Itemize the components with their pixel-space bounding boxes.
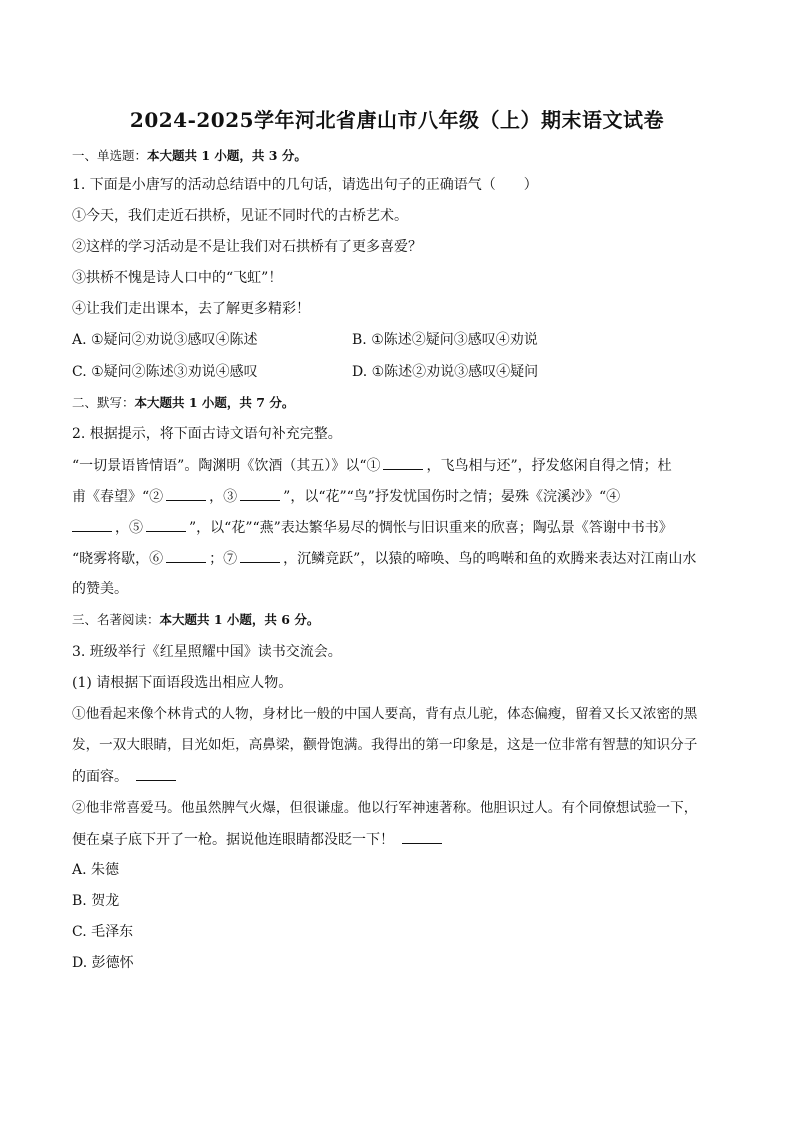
q2-text-3a: ，⑤: [115, 520, 143, 536]
section-2-heading: [72, 393, 732, 413]
q3-passage-1-line-2: 发，一双大眼睛，目光如炬，高鼻梁，颧骨饱满。我得出的第一印象是，这是一位非常有智慧的知识分子: [72, 737, 698, 753]
section-3-heading: [72, 610, 732, 630]
q2-blank-7[interactable]: [240, 548, 280, 563]
q2-text-4c: ，沉鳞竞跃”，以猿的啼唤、鸟的鸣啭和鱼的欢腾来表达对江南山水: [283, 551, 697, 567]
q3-passage-1-line-1: ①他看起来像个林肯式的人物，身材比一般的中国人要高，背有点儿驼，体态偏瘦，留着又长又浓密的黑: [72, 706, 698, 722]
q1-sentence-4: ④让我们走出课本，去了解更多精彩！: [72, 301, 310, 317]
q1-sentence-2: ②这样的学习活动是不是让我们对石拱桥有了更多喜爱？: [72, 239, 422, 255]
q3-stem: 3. 班级举行《红星照耀中国》读书交流会。: [72, 644, 342, 660]
q3-passage-1-text-3: 的面容。: [72, 769, 128, 785]
q2-text-1b: ，飞鸟相与还”，抒发悠闲自得之情；杜: [426, 458, 672, 474]
q2-text-1a: “一切景语皆情语”。陶渊明《饮酒（其五）》以“①: [72, 458, 381, 474]
q3-option-a[interactable]: A. 朱德: [72, 862, 120, 878]
q2-blank-3[interactable]: [240, 486, 280, 501]
q3-subquestion-1: (1) 请根据下面语段选出相应人物。: [72, 675, 293, 691]
section-1-heading: [72, 146, 732, 166]
q2-text-4b: ；⑦: [209, 551, 238, 567]
q2-line-4: [72, 548, 732, 569]
q2-blank-4[interactable]: [72, 517, 112, 532]
q2-text-4a: “晓雾将歇，⑥: [72, 551, 164, 567]
q2-blank-6[interactable]: [166, 548, 206, 563]
section-3-prefix: 三、名著阅读：: [72, 612, 160, 627]
section-2-desc: 本大题共 1 小题，共 7 分。: [134, 395, 295, 410]
section-1-desc: 本大题共 1 小题，共 3 分。: [147, 148, 307, 163]
q1-option-a[interactable]: A. ①疑问②劝说③感叹④陈述: [72, 332, 258, 348]
q3-answer-blank-2[interactable]: [402, 829, 442, 844]
q2-blank-2[interactable]: [166, 486, 206, 501]
q1-stem: 1. 下面是小唐写的活动总结语中的几句话，请选出句子的正确语气（ ）: [72, 177, 538, 193]
q2-text-2c: ”，以“花”“鸟”抒发忧国伤时之情；晏殊《浣溪沙》“④: [283, 489, 621, 505]
q3-answer-blank-1[interactable]: [136, 766, 176, 781]
q2-text-2a: 甫《春望》“②: [72, 489, 164, 505]
q2-stem: 2. 根据提示，将下面古诗文语句补充完整。: [72, 426, 342, 442]
q2-line-2: [72, 486, 732, 507]
q3-passage-2-line-1: ②他非常喜爱马。他虽然脾气火爆，但很谦虚。他以行军神速著称。他胆识过人。有个同僚想试验一下，: [72, 800, 698, 816]
q2-text-3b: ”，以“花”“燕”表达繁华易尽的惆怅与旧识重来的欣喜；陶弘景《答谢中书书》: [189, 520, 673, 536]
q2-line-5: 的赞美。: [72, 581, 128, 597]
q3-passage-2-text-2: 便在桌子底下开了一枪。据说他连眼睛都没眨一下！: [72, 832, 394, 848]
exam-title: 2024-2025学年河北省唐山市八年级（上）期末语文试卷: [129, 108, 665, 132]
q2-line-3: [72, 517, 732, 538]
q3-option-b[interactable]: B. 贺龙: [72, 893, 120, 909]
q3-passage-1-line-3: [72, 766, 732, 787]
q1-sentence-3: ③拱桥不愧是诗人口中的“飞虹”！: [72, 270, 283, 286]
q2-blank-1[interactable]: [383, 455, 423, 470]
section-1-prefix: 一、单选题：: [72, 148, 148, 163]
q2-line-1: [72, 455, 732, 476]
q1-option-c[interactable]: C. ①疑问②陈述③劝说④感叹: [72, 364, 258, 380]
q1-option-d[interactable]: D. ①陈述②劝说③感叹④疑问: [352, 364, 539, 380]
q1-sentence-1: ①今天，我们走近石拱桥，见证不同时代的古桥艺术。: [72, 208, 408, 224]
q2-text-2b: ，③: [209, 489, 238, 505]
q3-option-c[interactable]: C. 毛泽东: [72, 924, 134, 940]
q3-option-d[interactable]: D. 彭德怀: [72, 955, 134, 971]
section-3-desc: 本大题共 1 小题，共 6 分。: [159, 612, 320, 627]
q2-blank-5[interactable]: [146, 517, 186, 532]
q1-option-b[interactable]: B. ①陈述②疑问③感叹④劝说: [352, 332, 538, 348]
q3-passage-2-line-2: [72, 829, 732, 850]
section-2-prefix: 二、默写：: [72, 395, 135, 410]
